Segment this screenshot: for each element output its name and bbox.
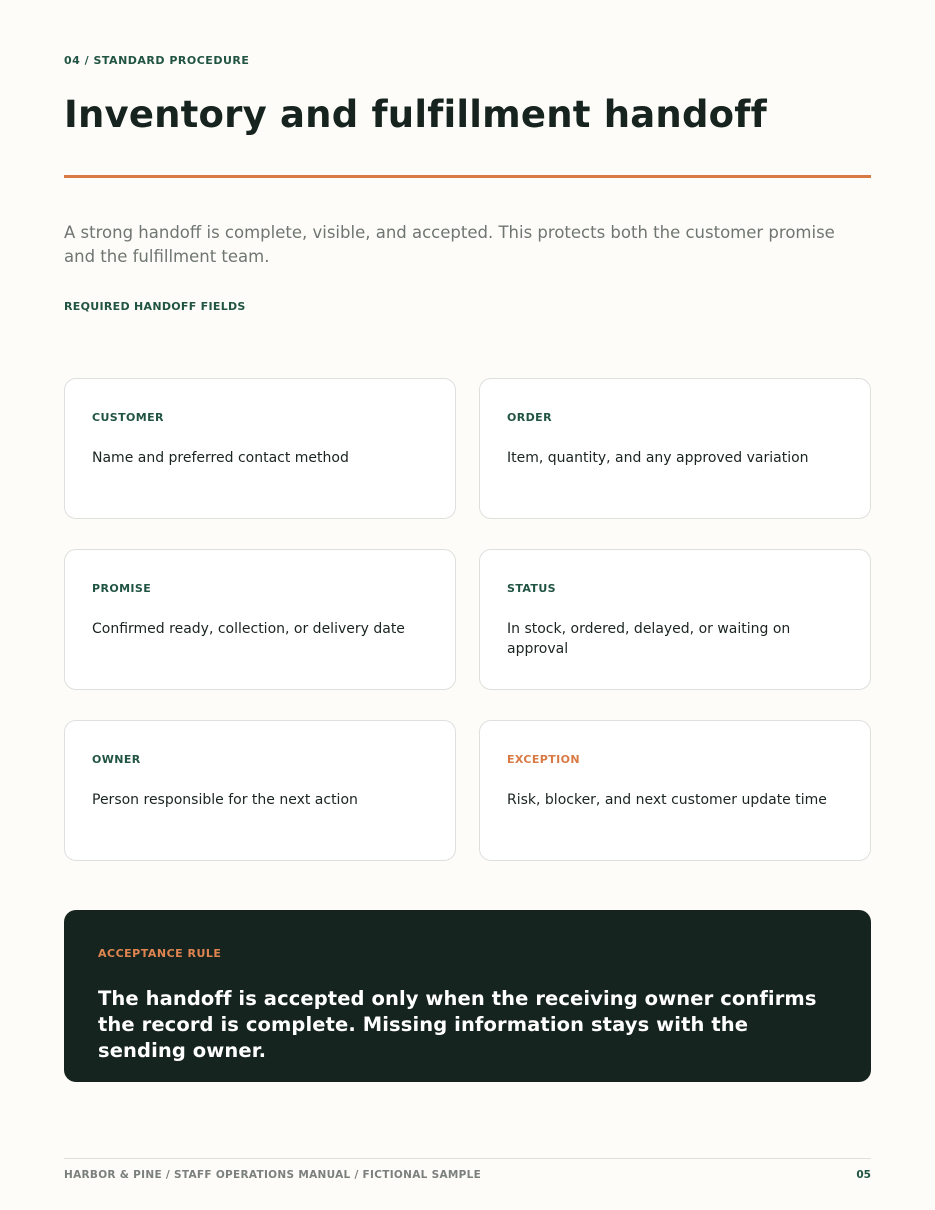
field-label: EXCEPTION bbox=[507, 753, 581, 766]
field-card-customer bbox=[64, 378, 456, 519]
field-description: Confirmed ready, collection, or delivery date bbox=[92, 621, 405, 637]
section-eyebrow: 04 / STANDARD PROCEDURE bbox=[64, 54, 250, 67]
footer-divider bbox=[64, 1158, 871, 1159]
section-label: REQUIRED HANDOFF FIELDS bbox=[64, 300, 246, 313]
field-description: Person responsible for the next action bbox=[92, 792, 358, 808]
acceptance-rule-text: The handoff is accepted only when the receiving owner confirms the record is complete. Missing information stays with the sending owner. bbox=[98, 987, 817, 1062]
field-label: ORDER bbox=[507, 411, 552, 424]
field-card-promise bbox=[64, 549, 456, 690]
field-label: STATUS bbox=[507, 582, 556, 595]
page-title: Inventory and fulfillment handoff bbox=[64, 93, 767, 136]
field-card-exception bbox=[479, 720, 871, 861]
field-description: Risk, blocker, and next customer update time bbox=[507, 792, 827, 808]
field-label: CUSTOMER bbox=[92, 411, 164, 424]
field-description: In stock, ordered, delayed, or waiting on approval bbox=[507, 621, 791, 657]
field-card-status bbox=[479, 549, 871, 690]
field-label: PROMISE bbox=[92, 582, 152, 595]
intro-paragraph: A strong handoff is complete, visible, and accepted. This protects both the customer promise and the fulfillment team. bbox=[64, 223, 835, 266]
title-divider bbox=[64, 175, 871, 178]
field-label: OWNER bbox=[92, 753, 141, 766]
field-card-owner bbox=[64, 720, 456, 861]
field-card-order bbox=[479, 378, 871, 519]
acceptance-rule-panel bbox=[64, 910, 871, 1082]
field-description: Item, quantity, and any approved variation bbox=[507, 450, 809, 466]
handoff-fields-grid bbox=[64, 378, 871, 861]
footer-text: HARBOR & PINE / STAFF OPERATIONS MANUAL / FICTIONAL SAMPLE bbox=[64, 1169, 482, 1181]
field-description: Name and preferred contact method bbox=[92, 450, 349, 466]
page-number: 05 bbox=[856, 1169, 871, 1181]
acceptance-rule-label: ACCEPTANCE RULE bbox=[98, 947, 222, 960]
